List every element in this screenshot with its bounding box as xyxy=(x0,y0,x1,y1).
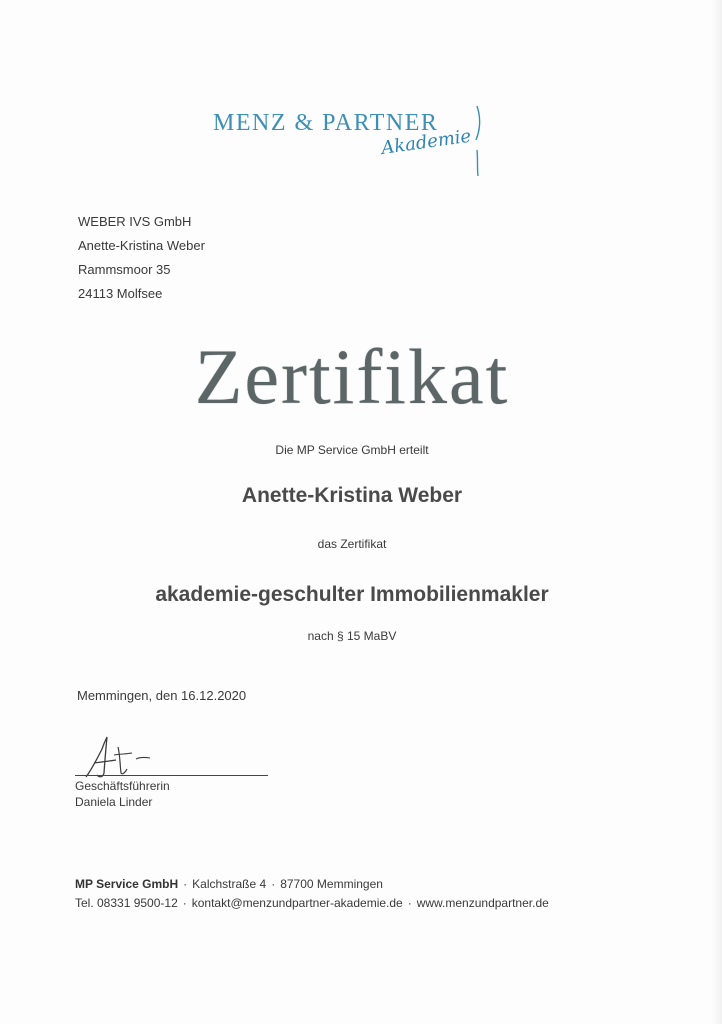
footer-phone: Tel. 08331 9500-12 xyxy=(75,896,178,910)
issuer-line: Die MP Service GmbH erteilt xyxy=(275,443,429,457)
footer-city: 87700 Memmingen xyxy=(280,877,383,891)
signatory-name: Daniela Linder xyxy=(75,795,153,809)
footer-email: kontakt@menzundpartner-akademie.de xyxy=(191,896,403,910)
recipient-street: Rammsmoor 35 xyxy=(78,262,171,277)
footer-line-address xyxy=(75,875,549,894)
footer-separator: · xyxy=(407,896,412,910)
footer-separator: · xyxy=(271,877,276,891)
logo-flourish-icon xyxy=(471,104,487,184)
signatory-block xyxy=(75,778,170,810)
footer-separator: · xyxy=(182,896,187,910)
footer-line-contact xyxy=(75,894,549,913)
recipient-name: Anette-Kristina Weber xyxy=(78,238,205,253)
place-date: Memmingen, den 16.12.2020 xyxy=(77,688,247,703)
recipient-city: 24113 Molfsee xyxy=(78,286,163,301)
regulation-line: nach § 15 MaBV xyxy=(307,629,397,643)
recipient-address xyxy=(78,210,205,306)
certificate-title: Zertifikat xyxy=(194,333,510,420)
scan-edge-shadow xyxy=(712,0,722,1024)
logo-akademie-script: Akademie xyxy=(380,125,473,159)
course-title: akademie-geschulter Immobilienmakler xyxy=(155,583,549,606)
handwritten-signature xyxy=(80,733,180,781)
company-logo xyxy=(213,104,513,184)
logo-wordmark: MENZ & PARTNER xyxy=(213,110,439,136)
footer-company: MP Service GmbH xyxy=(75,877,179,891)
signature-line xyxy=(75,775,268,776)
footer-street: Kalchstraße 4 xyxy=(192,877,267,891)
footer-web: www.menzundpartner.de xyxy=(416,896,549,910)
connector-line: das Zertifikat xyxy=(317,537,387,551)
footer xyxy=(75,875,549,913)
holder-name: Anette-Kristina Weber xyxy=(241,484,463,507)
recipient-company: WEBER IVS GmbH xyxy=(78,214,192,229)
signatory-role: Geschäftsführerin xyxy=(75,779,170,793)
footer-separator: · xyxy=(183,877,188,891)
